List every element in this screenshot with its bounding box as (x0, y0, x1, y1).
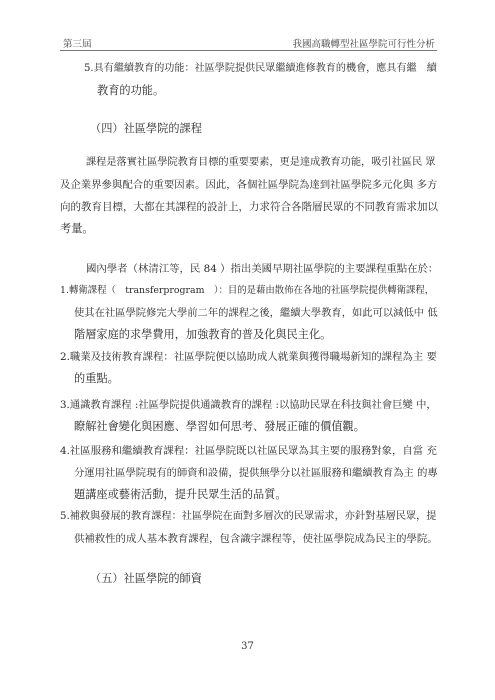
header-rule (60, 50, 437, 51)
text-line: 的重點。 (74, 372, 119, 385)
text-line: 瞭解社會變化與困應、學習如何思考、發展正確的價值觀。 (74, 420, 365, 433)
header-left: 第三屆 (63, 39, 92, 50)
text-line: 1.轉衛課程（ transferprogram ）：目的是藉由散佈在各地的社區學院提供轉衛課程， (60, 285, 435, 296)
text-line: 課程是落實社區學院教育目標的重要要素，更是達成教育功能，吸引社區民 眾 (86, 157, 436, 168)
text-line: 3.通識教育課程 :社區學院提供通識教育的課程 :以協助民眾在科技與社會巨變 中， (60, 399, 437, 411)
text-line: 向的教育目標，大都在其課程的設計上，力求符合各階層民眾的不同教育需求加以 (60, 201, 438, 213)
page-number: 37 (241, 641, 254, 652)
section-heading: （四）社區學院的課程 (90, 122, 202, 135)
text-line: 2.職業及技術教育課程：社區學院便以協助成人就業與獲得職場新知的課程為主 要 (60, 351, 437, 363)
header-right: 我國高職轉型社區學院可行性分析 (292, 39, 435, 50)
text-line: 4.社區服務和繼續教育課程：社區學院既以社區民眾為其主要的服務對象，自當 充 (60, 445, 437, 457)
text-line: 教育的功能。 (97, 84, 165, 97)
text-line: 分運用社區學院現有的師資和設備，提供無學分以社區服務和繼續教育為主 的專 (74, 467, 438, 479)
section-heading: （五）社區學院的師資 (90, 572, 202, 585)
text-line: 題講座或藝術活動，提升民眾生活的品質。 (74, 488, 287, 501)
text-line: 考量。 (60, 222, 94, 235)
text-line: 供補救性的成人基本教育課程，包含識字課程等，使社區學院成為民主的學院。 (74, 533, 438, 545)
text-line: 5.具有繼續教育的功能：社區學院提供民眾繼續進修教育的機會，應具有繼 續 (84, 63, 437, 74)
text-line: 使其在社區學院修完大學前二年的課程之後，繼續大學教育，如此可以減低中 低 (74, 307, 438, 319)
text-line: 及企業界參與配合的重要因素。因此，各個社區學院為達到社區學院多元化與 多方 (60, 179, 438, 191)
text-line: 國內學者（林清江等，民 84 ）指出美國早期社區學院的主要課程重點在於： (86, 263, 439, 275)
text-line: 階層家庭的求學費用，加強教育的普及化與民主化。 (74, 328, 332, 341)
text-line: 5.補救與發展的教育課程：社區學院在面對多層次的民眾需求，亦針對基層民眾，提 (60, 511, 437, 522)
